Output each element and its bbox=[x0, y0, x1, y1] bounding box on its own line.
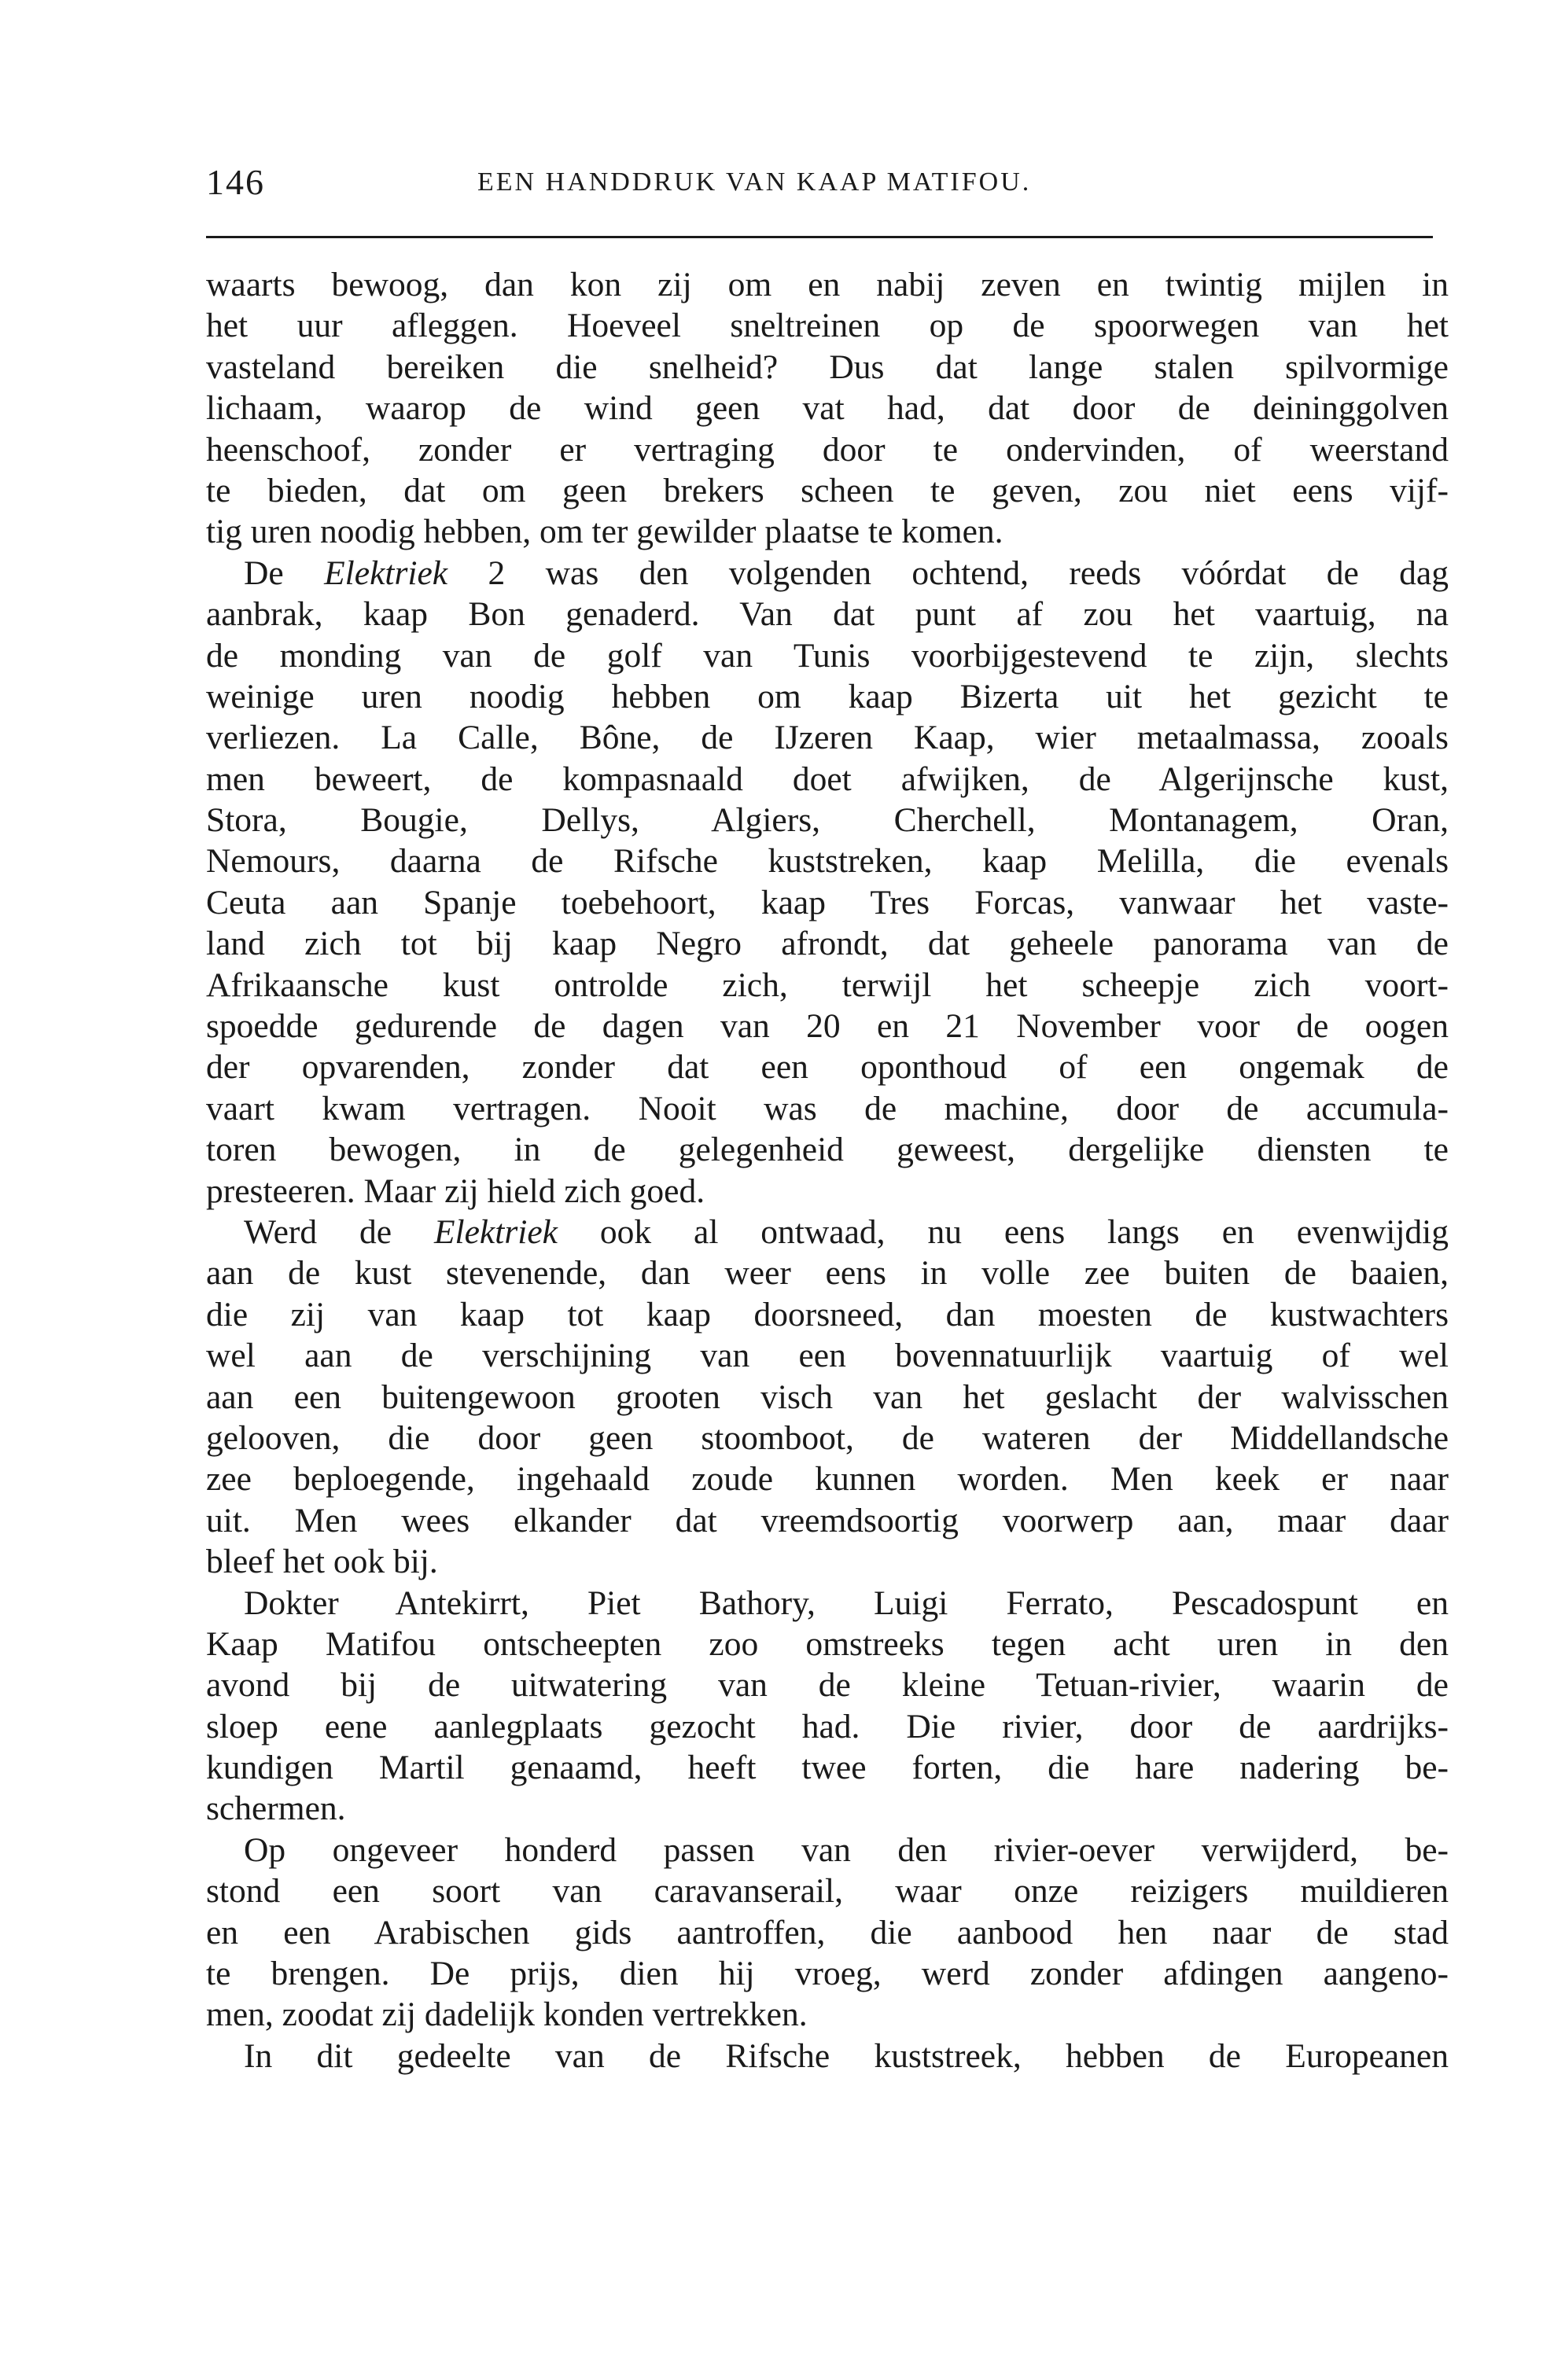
running-head: EEN HANDDRUK VAN KAAP MATIFOU. bbox=[477, 167, 1032, 197]
text-line: schermen. bbox=[206, 1790, 346, 1828]
text-line: Afrikaansche kust ontrolde zich, terwijl het scheepje zich voort- bbox=[206, 966, 1449, 1004]
body-text bbox=[206, 264, 1449, 2077]
text-line: waarts bewoog, dan kon zij om en nabij zeven en twintig mijlen in bbox=[206, 266, 1449, 303]
text-line: Op ongeveer honderd passen van den rivier-oever verwijderd, be- bbox=[244, 1830, 1449, 1869]
text-line: avond bij de uitwatering van de kleine Tetuan-rivier, waarin de bbox=[206, 1666, 1449, 1705]
text-line: wel aan de verschijning van een bovennatuurlijk vaartuig of wel bbox=[206, 1337, 1449, 1375]
page-number: 146 bbox=[206, 162, 265, 202]
text-line: die zij van kaap tot kaap doorsneed, dan moesten de kustwachters bbox=[206, 1295, 1449, 1333]
text-line: der opvarenden, zonder dat een oponthoud of een ongemak de bbox=[206, 1048, 1449, 1087]
text-fragment: Werd de bbox=[244, 1212, 434, 1251]
text-line: en een Arabischen gids aantroffen, die aanbood hen naar de stad bbox=[206, 1913, 1449, 1951]
text-line: weinige uren noodig hebben om kaap Bizerta uit het gezicht te bbox=[206, 677, 1449, 715]
text-line: aan de kust stevenende, dan weer eens in volle zee buiten de baaien, bbox=[206, 1254, 1449, 1293]
text-line: verliezen. La Calle, Bône, de IJzeren Kaap, wier metaalmassa, zooals bbox=[206, 719, 1449, 757]
text-line: toren bewogen, in de gelegenheid geweest, dergelijke diensten te bbox=[206, 1131, 1449, 1169]
text-line: lichaam, waarop de wind geen vat had, dat door de deininggolven bbox=[206, 389, 1449, 428]
page-header bbox=[206, 161, 1433, 208]
text-line: zee beploegende, ingehaald zoude kunnen worden. Men keek er naar bbox=[206, 1460, 1449, 1499]
text-line: In dit gedeelte van de Rifsche kuststreek, hebben de Europeanen bbox=[244, 2036, 1449, 2075]
text-line: presteeren. Maar zij hield zich goed. bbox=[206, 1172, 705, 1210]
text-line: aanbrak, kaap Bon genaderd. Van dat punt af zou het vaartuig, na bbox=[206, 595, 1449, 634]
text-fragment: ook al ontwaad, nu eens langs en evenwijdig bbox=[557, 1212, 1449, 1251]
text-line: bleef het ook bij. bbox=[206, 1543, 438, 1581]
text-line: spoedde gedurende de dagen van 20 en 21 November voor de oogen bbox=[206, 1007, 1449, 1046]
text-line: men beweert, de kompasnaald doet afwijken, de Algerijnsche kust, bbox=[206, 760, 1449, 798]
text-line: Dokter Antekirrt, Piet Bathory, Luigi Ferrato, Pescadospunt en bbox=[244, 1584, 1449, 1622]
text-line: vasteland bereiken die snelheid? Dus dat lange stalen spilvormige bbox=[206, 348, 1449, 386]
text-line: Nemours, daarna de Rifsche kuststreken, kaap Melilla, die evenals bbox=[206, 842, 1449, 881]
text-line: Stora, Bougie, Dellys, Algiers, Cherchell, Montanagem, Oran, bbox=[206, 801, 1449, 840]
text-line: land zich tot bij kaap Negro afrondt, dat geheele panorama van de bbox=[206, 925, 1449, 963]
text-fragment: 2 was den volgenden ochtend, reeds vóórdat de dag bbox=[447, 554, 1449, 592]
text-line bbox=[206, 553, 1449, 594]
text-line: het uur afleggen. Hoeveel sneltreinen op de spoorwegen van het bbox=[206, 307, 1449, 345]
text-line: uit. Men wees elkander dat vreemdsoortig voorwerp aan, maar daar bbox=[206, 1501, 1449, 1539]
text-line: tig uren noodig hebben, om ter gewilder plaatse te komen. bbox=[206, 513, 1003, 551]
ship-name: Elektriek bbox=[324, 554, 448, 592]
text-line: aan een buitengewoon grooten visch van het geslacht der walvisschen bbox=[206, 1378, 1449, 1416]
text-line: te bieden, dat om geen brekers scheen te geven, zou niet eens vijf- bbox=[206, 471, 1449, 509]
text-line: kundigen Martil genaamd, heeft twee forten, die hare nadering be- bbox=[206, 1749, 1449, 1787]
text-line: de monding van de golf van Tunis voorbijgestevend te zijn, slechts bbox=[206, 636, 1449, 675]
text-line: sloep eene aanlegplaats gezocht had. Die rivier, door de aardrijks- bbox=[206, 1707, 1449, 1745]
text-line: vaart kwam vertragen. Nooit was de machine, door de accumula- bbox=[206, 1089, 1449, 1127]
text-fragment: De bbox=[244, 554, 325, 592]
ship-name: Elektriek bbox=[433, 1212, 558, 1251]
text-line: heenschoof, zonder er vertraging door te ondervinden, of weerstand bbox=[206, 430, 1449, 469]
text-line bbox=[206, 1212, 1449, 1253]
header-rule bbox=[206, 236, 1433, 238]
text-line: stond een soort van caravanserail, waar onze reizigers muildieren bbox=[206, 1872, 1449, 1911]
text-line: Ceuta aan Spanje toebehoort, kaap Tres Forcas, vanwaar het vaste- bbox=[206, 883, 1449, 921]
text-line: Kaap Matifou ontscheepten zoo omstreeks tegen acht uren in den bbox=[206, 1624, 1449, 1663]
text-line: te brengen. De prijs, dien hij vroeg, werd zonder afdingen aangeno- bbox=[206, 1955, 1449, 1993]
text-line: men, zoodat zij dadelijk konden vertrekken. bbox=[206, 1996, 808, 2034]
text-line: gelooven, die door geen stoomboot, de wateren der Middellandsche bbox=[206, 1418, 1449, 1457]
